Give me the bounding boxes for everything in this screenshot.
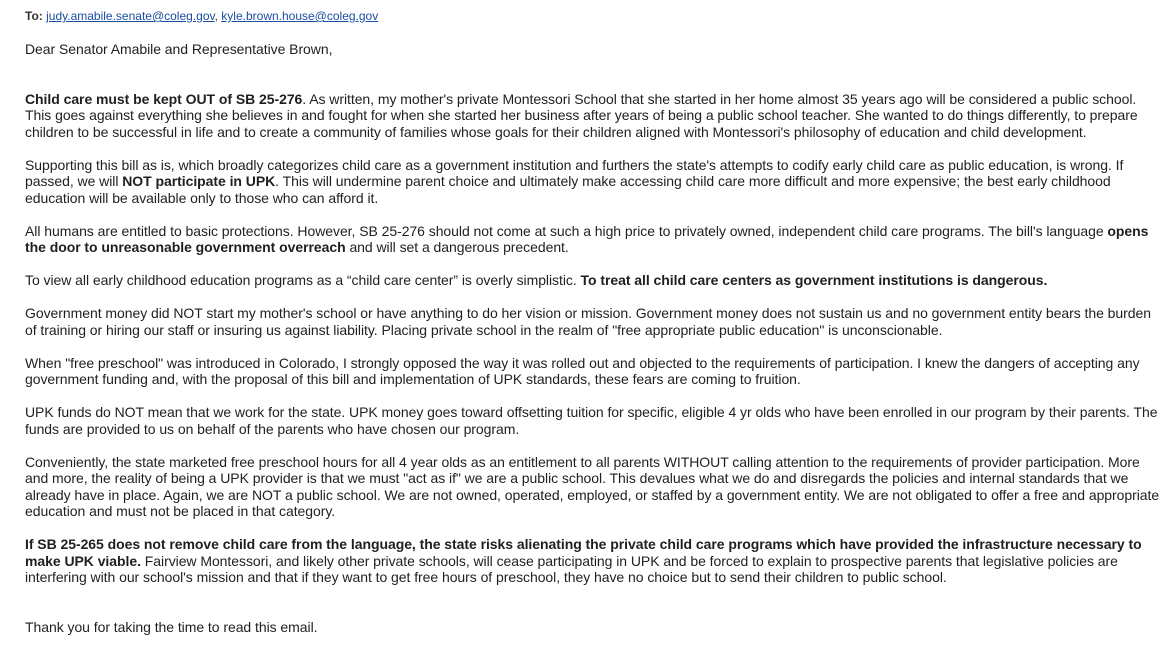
to-label: To: <box>25 9 43 23</box>
paragraph-4-text-before: To view all early childhood education programs as a “child care center” is overly simplistic. <box>25 272 581 288</box>
paragraph-4-bold: To treat all child care centers as government institutions is dangerous. <box>580 272 1048 288</box>
paragraph-3-text-after: and will set a dangerous precedent. <box>345 239 569 255</box>
recipients-line <box>25 9 378 24</box>
recipient-link-brown[interactable]: kyle.brown.house@coleg.gov <box>221 9 379 23</box>
paragraph-2-bold: NOT participate in UPK <box>122 173 276 189</box>
paragraph-3-text-before: All humans are entitled to basic protections. However, SB 25-276 should not come at such a high price to privately owned, independent child care programs. The bill's language <box>25 222 1108 239</box>
paragraph-1-text: . As written, my mother's private Montessori School that she started in her home almost 35 years ago will be considered a public school. This goes against everything she believes in and fought for when she started her business after years of being a public school teacher. She wanted to do things differently, to prepare children to be successful in life and to create a community of families whose goals for their children aligned with Montessori's philosophy of education and child development. <box>25 90 1138 140</box>
paragraph-basic-protections <box>25 223 1160 256</box>
paragraph-child-care-out <box>25 91 1160 141</box>
paragraph-sb-25-265 <box>25 536 1160 586</box>
paragraph-3-bold: opens the door to unreasonable government overreach <box>25 222 1149 255</box>
paragraph-conveniently: Conveniently, the state marketed free preschool hours for all 4 year olds as an entitlement to all parents WITHOUT calling attention to the requirements of provider participation. More and more, the reality of being a UPK provider is that we must "act as if" we are a public school. This devalues what we do and disregards the policies and internal standards that we already have in place. Again, we are NOT a public school. We are not owned, operated, employed, or staffed by a government entity. We are not obligated to offer a free and appropriate education and must not be placed in that category. <box>25 453 1160 519</box>
recipient-link-amabile[interactable]: judy.amabile.senate@coleg.gov <box>46 9 215 23</box>
paragraph-9-text: Fairview Montessori, and likely other private schools, will cease participating in UPK and be forced to explain to prospective parents that legislative policies are interfering with our school's mission and that if they want to get free hours of preschool, they have no choice but to send their children to public school. <box>25 552 1118 585</box>
paragraph-government-money: Government money did NOT start my mother's school or have anything to do her vision or mission. Government money does not sustain us and no government entity bears the burden of training or hiring our staff or insuring us against liability. Placing private school in the realm of "free appropriate public education" is unconscionable. <box>25 305 1151 338</box>
paragraph-2-text-after: . This will undermine parent choice and ultimately make accessing child care more difficult and more expensive; the best early childhood education will be available only to those who can afford it. <box>25 173 1111 206</box>
paragraph-overly-simplistic <box>25 272 1160 289</box>
paragraph-9-bold: If SB 25-265 does not remove child care from the language, the state risks alienating the private child care programs which have provided the infrastructure necessary to make UPK viable. <box>25 536 1142 569</box>
paragraph-supporting-bill <box>25 157 1160 207</box>
paragraph-free-preschool: When "free preschool" was introduced in Colorado, I strongly opposed the way it was rolled out and objected to the requirements of participation. I knew the dangers of accepting any government funding and, with the proposal of this bill and implementation of UPK standards, these fears are coming to fruition. <box>25 354 1140 387</box>
paragraph-2-text-before: Supporting this bill as is, which broadly categorizes child care as a government institution and furthers the state's attempts to codify early child care as public education, is wrong. If passed, we will <box>25 156 1124 189</box>
email-greeting: Dear Senator Amabile and Representative Brown, <box>25 41 333 57</box>
paragraph-1-bold: Child care must be kept OUT of SB 25-276 <box>25 90 303 107</box>
email-body <box>25 41 1160 652</box>
paragraph-upk-funds: UPK funds do NOT mean that we work for the state. UPK money goes toward offsetting tuition for specific, eligible 4 yr olds who have been enrolled in our program by their parents. The funds are provided to us on behalf of the parents who have chosen our program. <box>25 404 1158 437</box>
recipient-separator: , <box>214 9 222 23</box>
email-closing: Thank you for taking the time to read this email. <box>25 618 318 635</box>
